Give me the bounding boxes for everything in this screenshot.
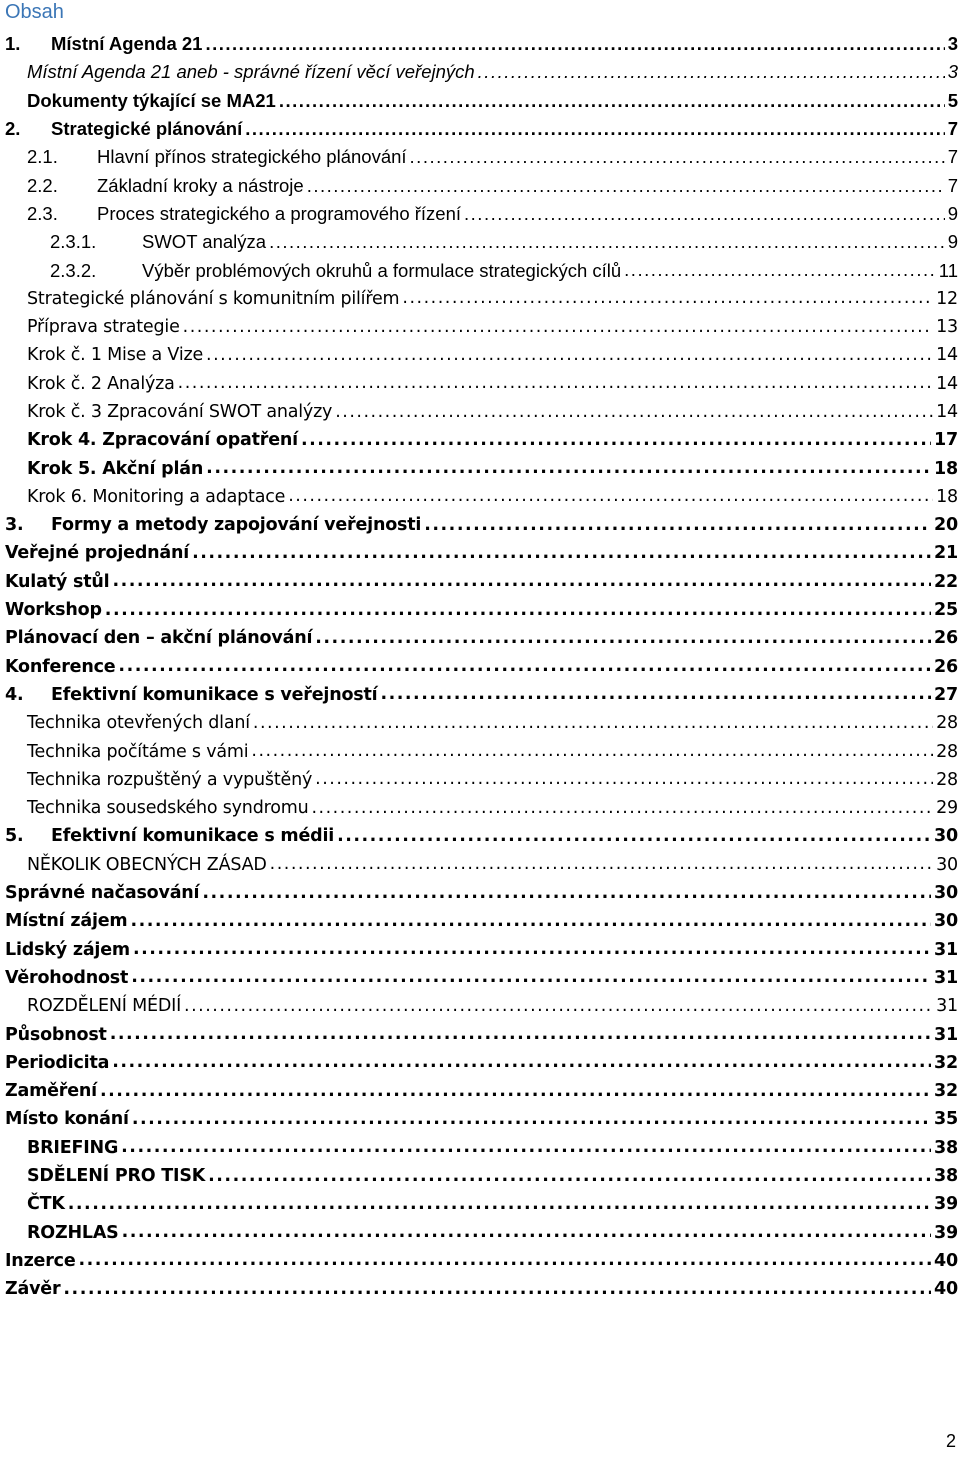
toc-entry[interactable]	[0, 653, 960, 681]
toc-entry[interactable]	[0, 171, 960, 199]
toc-entry-title: Hlavní přínos strategického plánování	[97, 146, 407, 168]
toc-entry[interactable]	[0, 87, 960, 115]
dot-leader	[410, 146, 945, 168]
toc-entry[interactable]	[0, 426, 960, 454]
toc-entry[interactable]	[0, 737, 960, 765]
toc-entry-page: 40	[934, 1250, 958, 1271]
toc-entry-page: 26	[934, 656, 958, 677]
toc-entry-title: Zaměření	[5, 1081, 97, 1102]
toc-entry-page: 7	[947, 118, 958, 140]
toc-entry[interactable]	[0, 964, 960, 992]
toc-entry-title: Technika rozpuštěný a vypuštěný	[27, 769, 313, 790]
dot-leader	[253, 713, 933, 734]
toc-entry[interactable]	[0, 143, 960, 171]
toc-entry-number: 2.1.	[27, 146, 58, 168]
toc-entry[interactable]	[0, 1049, 960, 1077]
toc-entry-page: 14	[936, 373, 958, 394]
toc-entry-title: Strategické plánování	[51, 118, 243, 140]
toc-entry-title: ROZHLAS	[27, 1222, 119, 1243]
toc-entry[interactable]	[0, 1105, 960, 1133]
toc-entry[interactable]	[0, 58, 960, 86]
toc-entry-title: Krok 6. Monitoring a adaptace	[27, 486, 286, 507]
toc-entry[interactable]	[0, 907, 960, 935]
toc-entry-title: ČTK	[27, 1194, 65, 1215]
toc-entry-title: Konference	[5, 656, 116, 677]
dot-leader	[105, 600, 931, 621]
toc-entry[interactable]	[0, 539, 960, 567]
toc-entry-title: Kulatý stůl	[5, 571, 110, 592]
dot-leader	[118, 656, 931, 677]
toc-entry-page: 5	[947, 89, 958, 111]
toc-entry-title: Výběr problémových okruhů a formulace strategických cílů	[142, 259, 622, 281]
page-number: 2	[945, 1431, 956, 1451]
dot-leader	[131, 967, 931, 988]
toc-entry-title: Workshop	[5, 600, 102, 621]
toc-entry[interactable]	[0, 766, 960, 794]
toc-entry-page: 30	[934, 883, 958, 904]
toc-entry-title: Místní Agenda 21	[51, 33, 203, 55]
toc-entry-page: 18	[936, 486, 958, 507]
toc-entry-title: Inzerce	[5, 1250, 76, 1271]
toc-entry[interactable]	[0, 398, 960, 426]
dot-leader	[79, 1250, 932, 1271]
toc-entry-page: 26	[934, 628, 958, 649]
toc-entry[interactable]	[0, 1190, 960, 1218]
dot-leader	[624, 259, 936, 281]
dot-leader	[402, 288, 933, 309]
toc-entry[interactable]	[0, 1275, 960, 1303]
toc-entry-page: 20	[934, 515, 958, 536]
toc-entry-page: 14	[936, 402, 958, 422]
toc-entry[interactable]	[0, 341, 960, 369]
toc-entry[interactable]	[0, 370, 960, 398]
dot-leader	[301, 430, 931, 451]
toc-entry[interactable]	[0, 30, 960, 58]
toc-entry[interactable]	[0, 681, 960, 709]
toc-entry[interactable]	[0, 879, 960, 907]
toc-heading: Obsah	[5, 1, 64, 23]
toc-entry-page: 28	[936, 769, 958, 790]
dot-leader	[245, 118, 944, 140]
dot-leader	[337, 826, 931, 847]
dot-leader	[112, 571, 931, 592]
toc-entry[interactable]	[0, 200, 960, 228]
toc-entry-number: 2.2.	[27, 174, 58, 196]
dot-leader	[202, 883, 931, 904]
toc-entry-number: 5.	[5, 826, 24, 847]
toc-entry-number: 1.	[5, 33, 21, 55]
toc-entry-page: 28	[936, 741, 958, 762]
dot-leader	[206, 345, 933, 366]
toc-entry-title: Technika počítáme s vámi	[27, 741, 249, 762]
toc-entry-page: 31	[934, 967, 958, 988]
toc-entry-title: BRIEFING	[27, 1137, 119, 1158]
toc-entry-page: 30	[936, 854, 958, 875]
dot-leader	[122, 1222, 931, 1243]
dot-leader	[132, 1109, 931, 1130]
dot-leader	[205, 33, 944, 55]
dot-leader	[464, 203, 945, 225]
toc-entry-title: Strategické plánování s komunitním pilířem	[27, 288, 400, 309]
dot-leader	[380, 684, 931, 705]
toc-entry-title: SDĚLENÍ PRO TISK	[27, 1166, 206, 1187]
toc-entry-page: 14	[936, 345, 958, 366]
dot-leader	[269, 231, 945, 253]
toc-entry[interactable]	[0, 992, 960, 1020]
dot-leader	[311, 798, 933, 819]
toc-entry[interactable]	[0, 1134, 960, 1162]
toc-entry-title: Krok 4. Zpracování opatření	[27, 430, 298, 451]
toc-entry-number: 3.	[5, 515, 24, 536]
toc-entry[interactable]	[0, 483, 960, 511]
toc-entry-page: 32	[934, 1052, 958, 1073]
toc-entry-page: 13	[936, 317, 958, 338]
toc-entry-number: 2.3.2.	[50, 259, 97, 281]
dot-leader	[206, 458, 931, 479]
dot-leader	[279, 90, 945, 112]
dot-leader	[121, 1137, 931, 1158]
toc-entry[interactable]	[0, 1020, 960, 1048]
toc-entry-page: 3	[947, 33, 958, 55]
toc-entry-page: 25	[934, 600, 958, 621]
toc-entry-page: 29	[936, 798, 958, 819]
toc-entry[interactable]	[0, 624, 960, 652]
toc-entry[interactable]	[0, 822, 960, 850]
toc-entry-title: Periodicita	[5, 1052, 110, 1073]
toc-entry-title: Technika otevřených dlaní	[27, 713, 250, 734]
toc-entry-title: Plánovací den – akční plánování	[5, 628, 313, 649]
dot-leader	[130, 911, 931, 932]
table-of-contents	[0, 30, 960, 1303]
toc-entry[interactable]	[0, 454, 960, 482]
dot-leader	[63, 1279, 931, 1300]
dot-leader	[184, 996, 933, 1017]
toc-entry[interactable]	[0, 794, 960, 822]
toc-entry[interactable]	[0, 568, 960, 596]
toc-entry-page: 7	[947, 174, 958, 196]
toc-entry[interactable]	[0, 511, 960, 539]
toc-entry-page: 27	[934, 684, 958, 705]
toc-entry-page: 31	[934, 1024, 958, 1045]
toc-entry[interactable]	[0, 1162, 960, 1190]
toc-entry-title: Formy a metody zapojování veřejnosti	[51, 515, 422, 536]
toc-entry-number: 2.3.	[27, 202, 58, 224]
toc-entry-page: 12	[936, 288, 958, 309]
toc-entry-title: Krok 5. Akční plán	[27, 458, 204, 479]
toc-entry-page: 30	[934, 911, 958, 932]
toc-entry-number: 2.3.1.	[50, 231, 97, 253]
toc-entry-title: Efektivní komunikace s médii	[51, 826, 335, 847]
toc-entry-page: 11	[938, 259, 958, 281]
toc-entry[interactable]	[0, 1218, 960, 1246]
toc-entry-page: 21	[934, 543, 958, 564]
toc-entry-title: Závěr	[5, 1279, 61, 1300]
dot-leader	[315, 628, 931, 649]
dot-leader	[192, 543, 931, 564]
toc-entry-page: 17	[934, 430, 958, 451]
toc-entry[interactable]	[0, 851, 960, 879]
dot-leader	[133, 939, 931, 960]
dot-leader	[335, 402, 933, 423]
toc-entry[interactable]	[0, 256, 960, 284]
toc-entry-number: 4.	[5, 684, 24, 705]
toc-entry-title: Lidský zájem	[5, 939, 130, 960]
toc-entry[interactable]	[0, 1077, 960, 1105]
toc-entry-page: 9	[947, 231, 958, 253]
toc-entry-title: Správné načasování	[5, 883, 200, 904]
toc-entry-title: Místní Agenda 21 aneb - správné řízení věcí veřejných	[27, 61, 475, 83]
toc-entry-title: SWOT analýza	[142, 231, 267, 253]
toc-entry-page: 32	[934, 1081, 958, 1102]
toc-entry-page: 22	[934, 571, 958, 592]
dot-leader	[100, 1081, 931, 1102]
dot-leader	[307, 175, 945, 197]
dot-leader	[208, 1166, 931, 1187]
toc-entry-title: Krok č. 3 Zpracování SWOT analýzy	[27, 402, 333, 422]
toc-entry-title: Příprava strategie	[27, 317, 180, 338]
toc-entry[interactable]	[0, 285, 960, 313]
toc-entry-page: 39	[934, 1222, 958, 1243]
dot-leader	[315, 769, 933, 790]
dot-leader	[110, 1024, 931, 1045]
toc-entry-page: 38	[934, 1166, 958, 1187]
toc-entry-page: 7	[947, 146, 958, 168]
dot-leader	[288, 486, 933, 507]
toc-entry-title: Místo konání	[5, 1109, 129, 1130]
toc-entry-title: Dokumenty týkající se MA21	[27, 89, 276, 111]
toc-entry-title: Místní zájem	[5, 911, 128, 932]
toc-entry-page: 9	[947, 202, 958, 224]
toc-entry[interactable]	[0, 596, 960, 624]
toc-entry-page: 39	[934, 1194, 958, 1215]
dot-leader	[68, 1194, 931, 1215]
dot-leader	[183, 317, 933, 338]
dot-leader	[424, 515, 931, 536]
toc-entry-page: 38	[934, 1137, 958, 1158]
toc-entry-title: Proces strategického a programového řízení	[97, 202, 462, 224]
toc-entry-title: Krok č. 1 Mise a Vize	[27, 345, 204, 366]
toc-entry[interactable]	[0, 936, 960, 964]
toc-entry[interactable]	[0, 115, 960, 143]
toc-entry-number: 2.	[5, 118, 21, 140]
toc-entry-page: 40	[934, 1279, 958, 1300]
toc-entry-title: Veřejné projednání	[5, 543, 190, 564]
toc-entry-title: Věrohodnost	[5, 967, 129, 988]
toc-entry[interactable]	[0, 313, 960, 341]
dot-leader	[270, 854, 933, 875]
toc-entry-page: 30	[934, 826, 958, 847]
toc-entry-title: Efektivní komunikace s veřejností	[51, 684, 378, 705]
toc-entry-title: Technika sousedského syndromu	[27, 798, 309, 819]
toc-entry-title: Základní kroky a nástroje	[97, 174, 304, 196]
toc-entry-page: 31	[936, 996, 958, 1017]
toc-entry-page: 3	[947, 61, 958, 83]
toc-entry-page: 35	[934, 1109, 958, 1130]
dot-leader	[112, 1052, 931, 1073]
toc-entry-page: 18	[934, 458, 958, 479]
toc-entry-page: 31	[934, 939, 958, 960]
dot-leader	[478, 61, 945, 83]
toc-entry[interactable]	[0, 228, 960, 256]
toc-entry-page: 28	[936, 713, 958, 734]
toc-entry-title: Působnost	[5, 1024, 107, 1045]
toc-entry[interactable]	[0, 709, 960, 737]
toc-entry-title: NĚKOLIK OBECNÝCH ZÁSAD	[27, 854, 267, 875]
toc-entry-title: Krok č. 2 Analýza	[27, 373, 175, 394]
dot-leader	[178, 373, 933, 394]
toc-entry[interactable]	[0, 1247, 960, 1275]
toc-entry-title: ROZDĚLENÍ MÉDIÍ	[27, 996, 182, 1017]
dot-leader	[251, 741, 933, 762]
